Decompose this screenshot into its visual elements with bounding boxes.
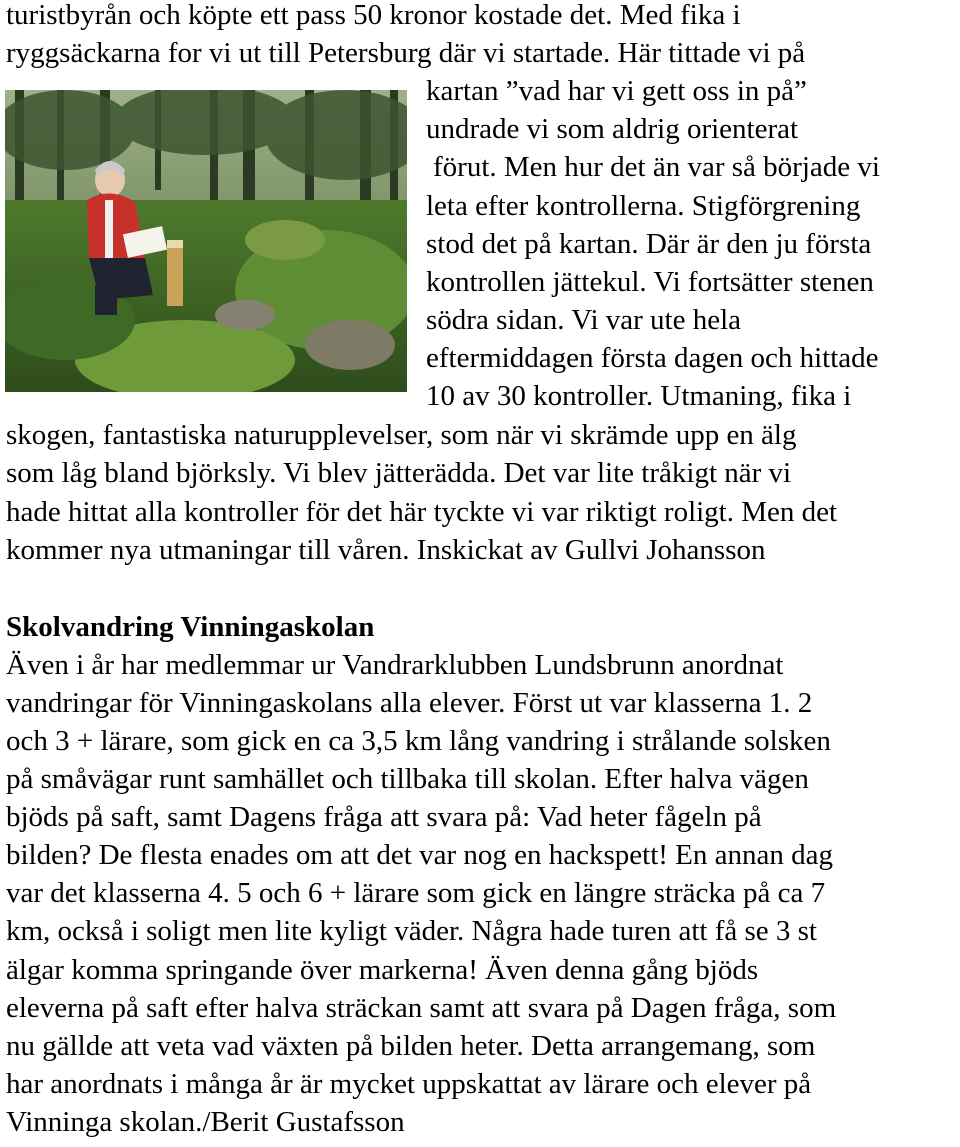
article2-line-7: var det klasserna 4. 5 och 6 + lärare som gick en längre sträcka på ca 7 bbox=[6, 877, 826, 909]
article2-line-11: nu gällde att veta vad växten på bilden heter. Detta arrangemang, som bbox=[6, 1030, 816, 1062]
article1-bottom-line-4: kommer nya utmaningar till våren. Inskickat av Gullvi Johansson bbox=[6, 534, 766, 566]
article1-wrap-line-2: undrade vi som aldrig orienterat bbox=[426, 113, 799, 145]
article1-bottom-line-3: hade hittat alla kontroller för det här tyckte vi var riktigt roligt. Men det bbox=[6, 496, 838, 528]
article2-line-10: eleverna på saft efter halva sträckan samt att svara på Dagen fråga, som bbox=[6, 992, 837, 1024]
article1-wrap-line-3: förut. Men hur det än var så började vi bbox=[433, 151, 880, 183]
article1-bottom-line-2: som låg bland björksly. Vi blev jätterädda. Det var lite tråkigt när vi bbox=[6, 457, 792, 489]
article1-wrap-line-4: leta efter kontrollerna. Stigförgrening bbox=[426, 190, 861, 222]
article1-bottom-line-1: skogen, fantastiska naturupplevelser, som när vi skrämde upp en älg bbox=[6, 419, 797, 451]
forest-photo-illustration bbox=[5, 90, 407, 392]
article1-wrap-line-5: stod det på kartan. Där är den ju första bbox=[426, 228, 872, 260]
article2-line-4: på småvägar runt samhället och tillbaka till skolan. Efter halva vägen bbox=[6, 763, 809, 795]
article1-wrap-line-8: eftermiddagen första dagen och hittade bbox=[426, 342, 879, 374]
article2-line-12: har anordnats i många år är mycket uppskattat av lärare och elever på bbox=[6, 1068, 812, 1100]
article2-line-5: bjöds på saft, samt Dagens fråga att svara på: Vad heter fågeln på bbox=[6, 801, 762, 833]
article1-wrap-line-1: kartan ”vad har vi gett oss in på” bbox=[426, 75, 807, 107]
article1-wrap-line-7: södra sidan. Vi var ute hela bbox=[426, 304, 742, 336]
article2-line-13: Vinninga skolan./Berit Gustafsson bbox=[6, 1106, 405, 1138]
article2-line-8: km, också i soligt men lite kyligt väder. Några hade turen att få se 3 st bbox=[6, 915, 817, 947]
article1-wrap-line-6: kontrollen jättekul. Vi fortsätter stenen bbox=[426, 266, 874, 298]
article1-line-1: turistbyrån och köpte ett pass 50 kronor kostade det. Med fika i bbox=[6, 0, 741, 31]
article2-line-1: Även i år har medlemmar ur Vandrarklubben Lundsbrunn anordnat bbox=[6, 649, 784, 681]
article2-line-3: och 3 + lärare, som gick en ca 3,5 km lång vandring i strålande solsken bbox=[6, 725, 831, 757]
orienteering-photo bbox=[5, 90, 407, 392]
article2-heading: Skolvandring Vinningaskolan bbox=[6, 611, 375, 643]
article2-line-9: älgar komma springande över markerna! Även denna gång bjöds bbox=[6, 954, 759, 986]
article1-line-2: ryggsäckarna for vi ut till Petersburg där vi startade. Här tittade vi på bbox=[6, 37, 806, 69]
article1-wrap-line-9: 10 av 30 kontroller. Utmaning, fika i bbox=[426, 380, 852, 412]
article2-line-2: vandringar för Vinningaskolans alla elever. Först ut var klasserna 1. 2 bbox=[6, 687, 813, 719]
article2-line-6: bilden? De flesta enades om att det var nog en hackspett! En annan dag bbox=[6, 839, 833, 871]
